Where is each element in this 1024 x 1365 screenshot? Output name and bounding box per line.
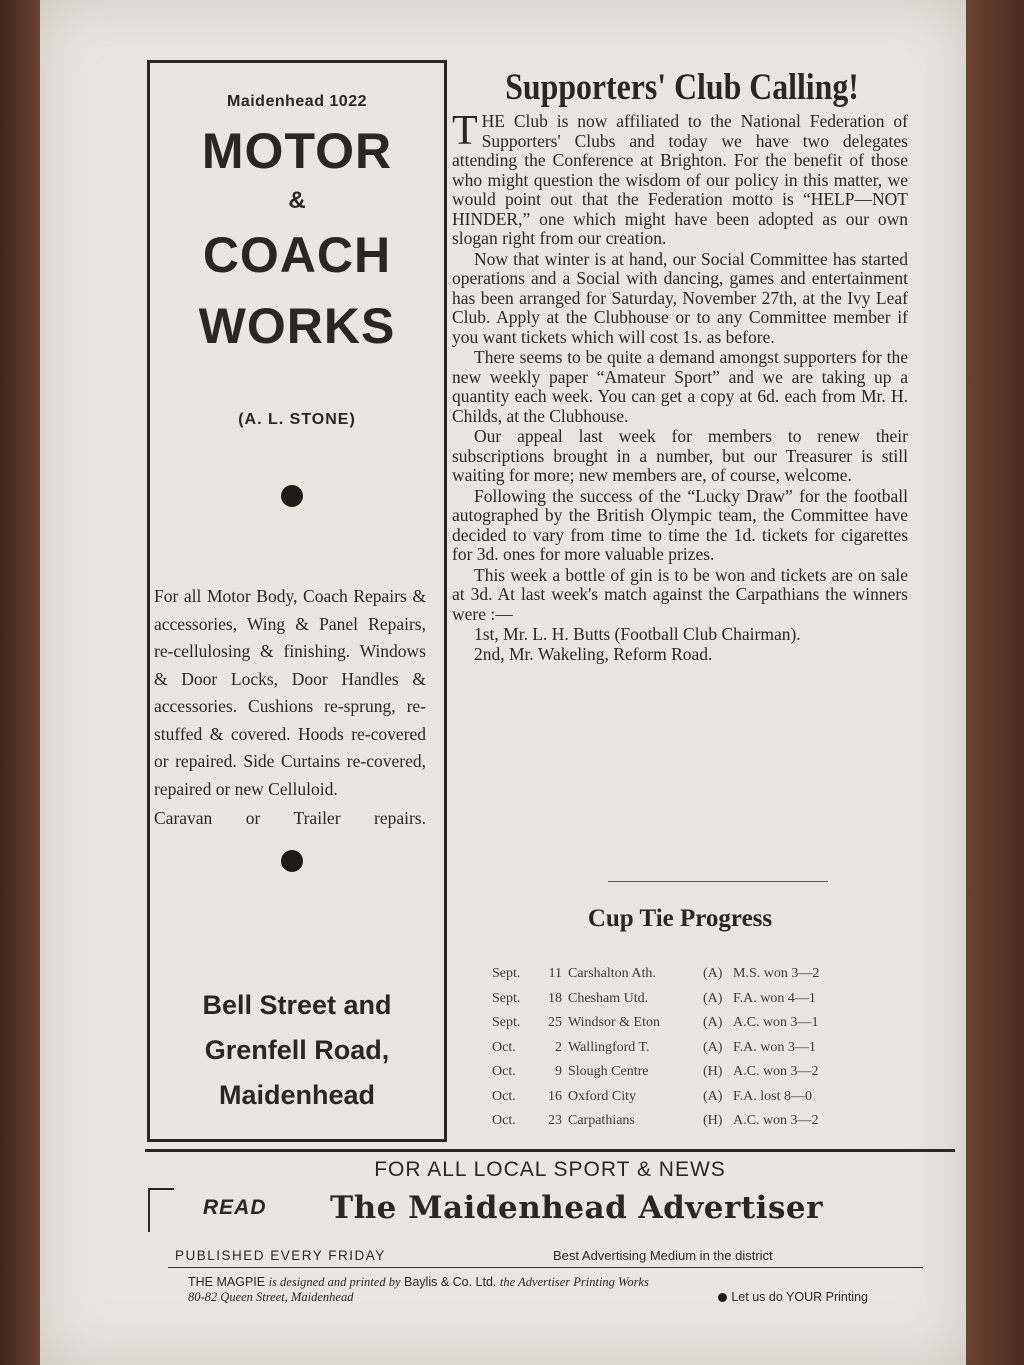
cell-month: Sept. bbox=[492, 990, 521, 1006]
best-medium-note: Best Advertising Medium in the district bbox=[553, 1248, 773, 1263]
cell-day: 16 bbox=[548, 1088, 562, 1104]
cup-tie-table bbox=[492, 962, 912, 1134]
cell-day: 23 bbox=[548, 1113, 562, 1129]
printer-name: Baylis & Co. Ltd. bbox=[404, 1275, 497, 1289]
printer-text: is designed and printed by bbox=[268, 1275, 401, 1289]
cell-day: 2 bbox=[555, 1039, 562, 1055]
advert-ampersand: & bbox=[288, 187, 306, 214]
cell-opponent: Carshalton Ath. bbox=[568, 966, 656, 982]
address-line: Maidenhead bbox=[218, 1080, 376, 1110]
printer-address: 80-82 Queen Street, Maidenhead bbox=[188, 1290, 354, 1304]
printer-credit bbox=[188, 1275, 868, 1305]
section-divider bbox=[608, 881, 828, 882]
cell-day: 11 bbox=[548, 966, 562, 982]
cup-tie-title: Cup Tie Progress bbox=[587, 905, 773, 932]
article-paragraph bbox=[452, 108, 908, 249]
cell-opponent: Carpathians bbox=[568, 1113, 635, 1129]
cell-result: F.A. won 4—1 bbox=[733, 990, 816, 1006]
cell-opponent: Oxford City bbox=[568, 1088, 637, 1104]
table-row bbox=[492, 1109, 912, 1134]
magazine-name: THE MAGPIE bbox=[188, 1275, 266, 1289]
bullet-icon bbox=[281, 850, 303, 872]
advert-phone: Maidenhead 1022 bbox=[227, 93, 367, 110]
winner-second: 2nd, Mr. Wakeling, Reform Road. bbox=[474, 643, 713, 664]
cell-result: F.A. won 3—1 bbox=[733, 1039, 816, 1055]
cell-venue: (H) bbox=[703, 1064, 723, 1080]
advert-title-coach: COACH bbox=[202, 227, 392, 283]
article-paragraph: This week a bottle of gin is to be won and tickets are on sale at 3d. At last week's match against the Carpathians the winners were :— bbox=[452, 564, 908, 624]
cell-venue: (A) bbox=[703, 966, 723, 982]
article-paragraph: Following the success of the “Lucky Draw” for the football autographed by the British Olympic team, the Committee have decided to vary from time to time the 1d. tickets for cigarettes for 3d. ones for more valuable prizes. bbox=[452, 485, 908, 564]
article-paragraph: There seems to be quite a demand amongst supporters for the new weekly paper “Amateur Sport” and we are taking up a quantity each week. You can get a copy at 6d. each from Mr. H. Childs, at the Clubhouse. bbox=[452, 347, 908, 426]
cell-month: Sept. bbox=[492, 966, 521, 982]
advert-title-motor: MOTOR bbox=[201, 123, 393, 179]
table-row bbox=[492, 962, 912, 987]
motor-coach-works-advert bbox=[147, 60, 447, 1142]
cell-venue: (A) bbox=[703, 1088, 723, 1104]
bracket-ornament bbox=[148, 1188, 174, 1232]
article-paragraph: Now that winter is at hand, our Social Committee has started operations and a Social with dancing, games and entertainment has been arranged for Saturday, November 27th, at the Ivy Leaf Club. Apply at the Clubhouse or to any Committee member if you want tickets which will cost 1s. as before. bbox=[452, 248, 908, 347]
cell-result: A.C. won 3—2 bbox=[733, 1064, 819, 1080]
article-body bbox=[452, 108, 908, 664]
cell-result: M.S. won 3—2 bbox=[733, 966, 820, 982]
bullet-icon bbox=[281, 485, 303, 507]
cell-month: Oct. bbox=[492, 1088, 516, 1104]
programme-page bbox=[40, 0, 966, 1365]
cell-opponent: Chesham Utd. bbox=[568, 990, 649, 1006]
cell-venue: (A) bbox=[703, 1039, 723, 1055]
table-row bbox=[492, 1036, 912, 1061]
article-headline: Supporters' Club Calling! bbox=[505, 67, 859, 108]
advert-owner: (A. L. STONE) bbox=[238, 411, 356, 428]
cell-venue: (H) bbox=[703, 1113, 723, 1129]
address-line: Grenfell Road, bbox=[204, 1035, 390, 1065]
table-row bbox=[492, 1085, 912, 1110]
cell-venue: (A) bbox=[703, 1015, 723, 1031]
cell-day: 9 bbox=[555, 1064, 562, 1080]
drop-cap: T bbox=[452, 108, 478, 154]
winner-first: 1st, Mr. L. H. Butts (Football Club Chairman). bbox=[474, 624, 801, 644]
printer-works: the Advertiser Printing Works bbox=[499, 1275, 649, 1289]
table-surface-right bbox=[966, 0, 1024, 1365]
cell-month: Sept. bbox=[492, 1015, 521, 1031]
footer-divider bbox=[145, 1149, 955, 1152]
cell-venue: (A) bbox=[703, 990, 723, 1006]
printing-note bbox=[718, 1290, 868, 1305]
cell-month: Oct. bbox=[492, 1064, 516, 1080]
cell-opponent: Slough Centre bbox=[568, 1064, 649, 1080]
read-label: READ bbox=[203, 1196, 267, 1219]
printing-note-text: Let us do YOUR Printing bbox=[731, 1290, 868, 1304]
cell-day: 25 bbox=[548, 1015, 562, 1031]
table-row bbox=[492, 987, 912, 1012]
advert-title-works: WORKS bbox=[198, 298, 396, 354]
cell-opponent: Wallingford T. bbox=[568, 1039, 650, 1055]
advertiser-masthead: The Maidenhead Advertiser bbox=[330, 1190, 823, 1226]
bullet-icon bbox=[718, 1293, 727, 1302]
printer-line-1 bbox=[188, 1275, 868, 1290]
table-row bbox=[492, 1011, 912, 1036]
winners-list bbox=[474, 625, 908, 664]
table-row bbox=[492, 1060, 912, 1085]
cell-month: Oct. bbox=[492, 1039, 516, 1055]
cell-day: 18 bbox=[548, 990, 562, 1006]
cell-opponent: Windsor & Eton bbox=[568, 1015, 660, 1031]
advert-caravan: Caravan or Trailer repairs. bbox=[154, 808, 426, 828]
cell-month: Oct. bbox=[492, 1113, 516, 1129]
advert-services: For all Motor Body, Coach Repairs & accessories, Wing & Panel Repairs, re-cellulosing & finishing. Windows & Door Locks, Door Handles & accessories. Cushions re-sprung, re-stuffed & covered. Hoods re-covered or repaired. Side Curtains re-covered, repaired or new Celluloid. bbox=[154, 586, 426, 799]
cell-result: F.A. lost 8—0 bbox=[733, 1088, 813, 1104]
cell-result: A.C. won 3—1 bbox=[733, 1015, 819, 1031]
article-paragraph: Our appeal last week for members to renew their subscriptions brought in a number, but our Treasurer is still waiting for more; new members are, of course, welcome. bbox=[452, 426, 908, 485]
sport-news-tagline: FOR ALL LOCAL SPORT & NEWS bbox=[374, 1158, 726, 1181]
footer-thin-divider bbox=[168, 1267, 923, 1268]
published-note: PUBLISHED EVERY FRIDAY bbox=[175, 1248, 386, 1263]
advert-address bbox=[150, 983, 444, 1118]
table-surface-left bbox=[0, 0, 40, 1365]
address-line: Bell Street and bbox=[202, 990, 392, 1020]
article-paragraph-text: HE Club is now affiliated to the National Federation of Supporters' Clubs and today we have two delegates attending the Conference at Brighton. For the benefit of those who might question the wisdom of our policy in this matter, we would point out that the Federation motto is “HELP—NOT HINDER,” one which might have been adopted as our own slogan right from our creation. bbox=[452, 111, 908, 248]
cell-result: A.C. won 3—2 bbox=[733, 1113, 819, 1129]
